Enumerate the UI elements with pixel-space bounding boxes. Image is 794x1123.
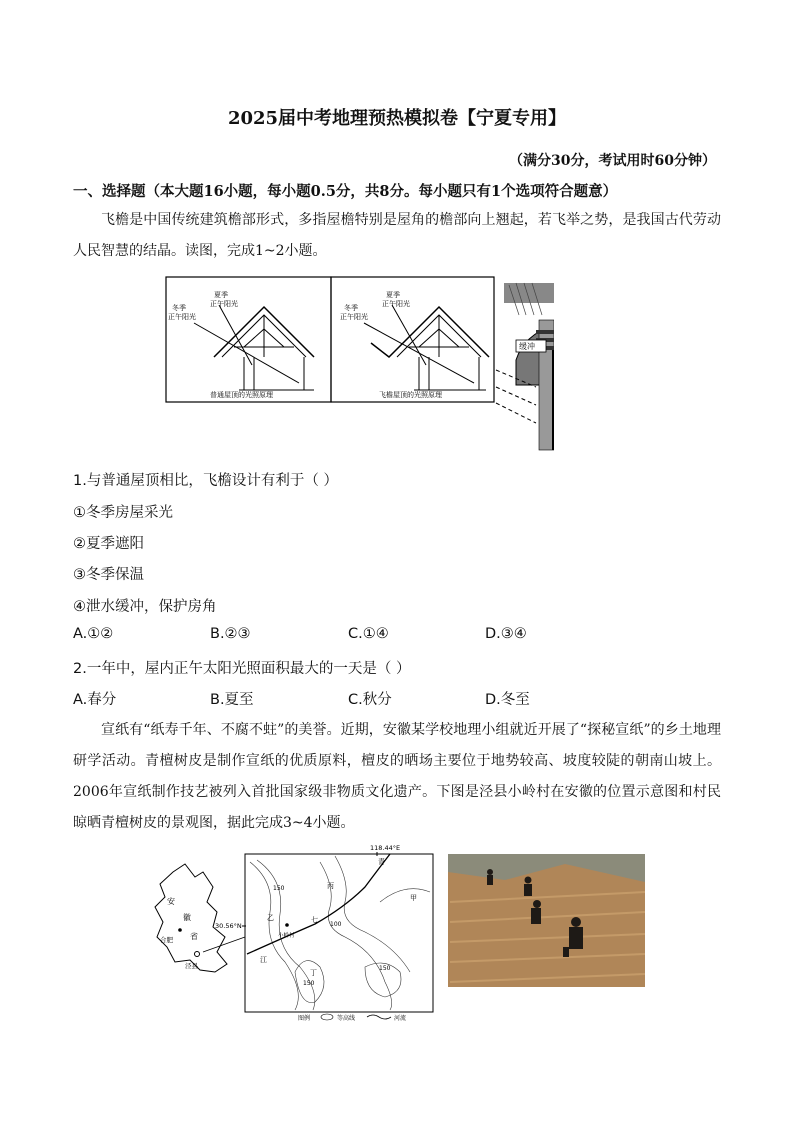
q1-item-3: ③冬季保温 <box>73 567 144 583</box>
winter-label: 冬季 <box>172 304 186 312</box>
province-char-2: 徽 <box>183 913 191 922</box>
summer-label: 夏季 <box>214 291 228 299</box>
page-title: 2025届中考地理预热模拟卷【宁夏专用】 <box>227 108 567 129</box>
longitude-label: 118.44°E <box>370 844 401 852</box>
winter-noon-label-2: 正午阳光 <box>340 313 368 321</box>
place-bing: 丙 <box>327 882 334 890</box>
flying-eave-caption: 飞檐屋顶的光照原理 <box>379 391 442 399</box>
q1-option-c[interactable]: C.①④ <box>348 626 389 642</box>
place-ding: 丁 <box>310 969 317 977</box>
hefei-label: 合肥 <box>160 936 173 944</box>
q2-option-d[interactable]: D.冬至 <box>485 692 530 708</box>
winter-noon-label: 正午阳光 <box>168 313 196 321</box>
legend-label: 图例 <box>298 1015 311 1022</box>
question-1-stem: 1.与普通屋顶相比，飞檐设计有利于（ ） <box>73 473 338 489</box>
exam-info: （满分30分，考试用时60分钟） <box>509 153 716 169</box>
contour-100: 100 <box>330 921 342 928</box>
q1-option-b[interactable]: B.②③ <box>210 626 251 642</box>
legend-river: 河流 <box>394 1015 407 1022</box>
section-heading: 一、选择题（本大题16小题，每小题0.5分，共8分。每小题只有1个选项符合题意） <box>73 183 618 200</box>
bark-drying-photo <box>448 854 645 987</box>
contour-150-c: 150 <box>379 965 391 972</box>
xuan-paper-figure <box>145 842 645 1022</box>
normal-roof-diagram <box>166 277 331 402</box>
place-qing: 青 <box>378 858 385 866</box>
summer-label-2: 夏季 <box>386 291 400 299</box>
q1-option-a[interactable]: A.①② <box>73 626 114 642</box>
q2-option-b[interactable]: B.夏至 <box>210 692 254 708</box>
flying-eave-diagram <box>331 277 494 402</box>
contour-150-a: 150 <box>273 885 285 892</box>
q2-option-c[interactable]: C.秋分 <box>348 692 392 708</box>
place-yi: 乙 <box>267 914 274 922</box>
q1-option-d[interactable]: D.③④ <box>485 626 527 642</box>
contour-map <box>215 844 433 1022</box>
legend-contour: 等高线 <box>337 1015 356 1022</box>
q2-option-a[interactable]: A.春分 <box>73 692 117 708</box>
place-jia: 甲 <box>410 894 417 902</box>
winter-label-2: 冬季 <box>344 304 358 312</box>
eave-photo <box>496 283 554 450</box>
village-label: 小岭村 <box>278 933 295 939</box>
contour-150-b: 150 <box>303 980 315 987</box>
normal-roof-caption: 普通屋顶的光照原理 <box>210 391 273 399</box>
place-jiang: 江 <box>260 956 267 964</box>
province-char-1: 安 <box>167 897 175 906</box>
q1-item-2: ②夏季遮阳 <box>73 536 144 552</box>
summer-noon-label-2: 正午阳光 <box>382 300 410 308</box>
intro-paragraph-2: 宣纸有“纸寿千年、不腐不蛀”的美誉。近期，安徽某学校地理小组就近开展了“探秘宣纸”的乡土地理研学活动。青檀树皮是制作宣纸的优质原料，檀皮的晒场主要位于地势较高、坡度较陡的朝南山坡上。2006年宣纸制作技艺被列入首批国家级非物质文化遗产。下图是泾县小岭村在安徽的位置示意图和村民晾晒青檀树皮的景观图，据此完成3~4小题。 <box>73 722 721 831</box>
jingxian-label: 泾县 <box>185 962 198 970</box>
intro-paragraph-1: 飞檐是中国传统建筑檐部形式，多指屋檐特别是屋角的檐部向上翘起，若飞举之势，是我国古代劳动人民智慧的结晶。读图，完成1~2小题。 <box>73 212 721 259</box>
place-qi: 七 <box>311 916 318 924</box>
buffer-label: 缓冲 <box>519 342 535 351</box>
province-char-3: 省 <box>190 932 198 941</box>
q1-item-1: ①冬季房屋采光 <box>73 505 173 521</box>
anhui-location-map <box>155 864 245 972</box>
q1-item-4: ④泄水缓冲，保护房角 <box>73 599 217 615</box>
eave-figure <box>164 275 554 455</box>
summer-noon-label: 正午阳光 <box>210 300 238 308</box>
question-2-stem: 2.一年中，屋内正午太阳光照面积最大的一天是（ ） <box>73 661 411 677</box>
latitude-label: 30.56°N <box>215 922 242 930</box>
